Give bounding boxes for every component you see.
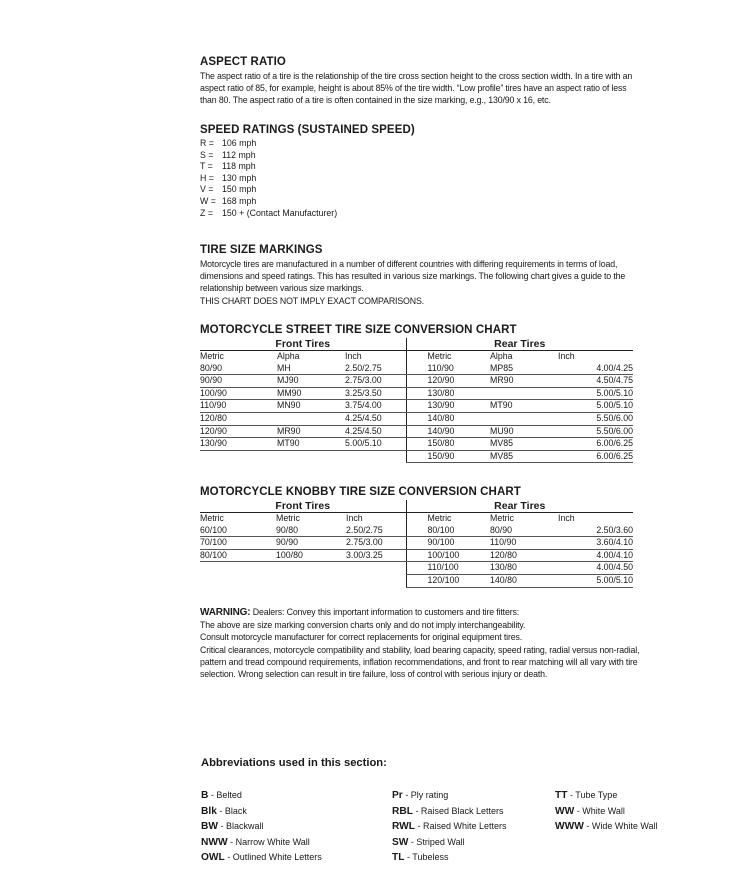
table-cell: 4.50/4.75 — [558, 375, 633, 388]
table-cell — [200, 450, 277, 463]
table-cell — [346, 562, 406, 575]
tire-size-markings-note: THIS CHART DOES NOT IMPLY EXACT COMPARISONS. — [200, 295, 424, 306]
abbreviation-desc: - Striped Wall — [408, 836, 465, 847]
speed-rating-row — [200, 150, 337, 162]
speed-key: S = — [200, 149, 214, 160]
column-header: Inch — [346, 513, 363, 523]
speed-ratings-list — [200, 138, 337, 219]
table-cell: 110/90 — [490, 537, 558, 550]
warning-label: WARNING: — [200, 607, 251, 618]
table-cell: 90/90 — [200, 375, 277, 388]
table-cell: 2.50/2.75 — [345, 363, 406, 375]
table-cell: 3.75/4.00 — [345, 400, 406, 413]
warning-line: The above are size marking conversion charts only and do not imply interchangeability. — [200, 620, 526, 631]
abbreviation-item — [201, 850, 322, 866]
table-cell: 90/100 — [406, 537, 490, 550]
tire-size-markings-text — [200, 258, 640, 307]
table-cell: 130/80 — [490, 562, 558, 575]
table-cell: 80/100 — [406, 525, 490, 537]
table-cell — [200, 574, 276, 587]
table-cell: 3.60/4.10 — [558, 537, 633, 550]
table-cell: 130/90 — [406, 400, 490, 413]
table-row — [200, 375, 633, 388]
abbreviation-item — [392, 850, 507, 866]
rear-tires-label: Rear Tires — [406, 500, 633, 513]
column-header: Inch — [558, 351, 575, 361]
abbreviation-desc: - Black — [216, 805, 247, 816]
speed-key: T = — [200, 161, 213, 172]
front-tires-label: Front Tires — [200, 338, 406, 351]
table-cell — [490, 412, 558, 425]
abbreviations-column-3 — [555, 788, 658, 835]
table-cell: 3.25/3.50 — [345, 387, 406, 400]
abbreviation-item — [392, 804, 507, 820]
table-cell: 5.50/6.00 — [558, 425, 633, 438]
abbreviation-item — [392, 819, 507, 835]
abbreviation-code: RWL — [392, 821, 416, 833]
table-cell — [346, 574, 406, 587]
street-group-header — [200, 338, 633, 351]
speed-value: 106 mph — [222, 138, 257, 148]
abbreviation-item — [201, 835, 322, 851]
table-cell: MP85 — [490, 363, 558, 375]
abbreviation-desc: - Raised Black Letters — [412, 805, 504, 816]
table-row — [200, 363, 633, 375]
table-cell: 5.00/5.10 — [345, 438, 406, 451]
abbreviations-heading: Abbreviations used in this section: — [201, 757, 387, 769]
table-cell: MR90 — [277, 425, 345, 438]
table-row — [200, 387, 633, 400]
table-cell — [277, 450, 345, 463]
knobby-conversion-table — [200, 500, 633, 588]
abbreviation-desc: - Outlined White Letters — [224, 852, 322, 863]
tire-size-markings-paragraph: Motorcycle tires are manufactured in a number of different countries with differing requirements in terms of load, dimensions and speed ratings. This has resulted in various size markings. The following chart gives a guide to the relationship between various size markings. — [200, 259, 626, 294]
knobby-chart-heading: MOTORCYCLE KNOBBY TIRE SIZE CONVERSION CHART — [200, 486, 521, 498]
abbreviation-desc: - Narrow White Wall — [227, 836, 310, 847]
speed-key: Z = — [200, 207, 213, 218]
table-cell — [490, 387, 558, 400]
table-cell: 120/80 — [200, 412, 277, 425]
table-cell: 60/100 — [200, 525, 276, 537]
table-cell: MN90 — [277, 400, 345, 413]
knobby-column-header — [200, 513, 633, 525]
column-header: Metric — [276, 513, 300, 523]
abbreviation-item — [555, 788, 658, 804]
column-header: Metric — [200, 513, 224, 523]
table-cell: 140/80 — [406, 412, 490, 425]
table-cell: 100/100 — [406, 549, 490, 562]
abbreviation-code: OWL — [201, 852, 225, 864]
abbreviation-code: NWW — [201, 836, 228, 848]
abbreviation-desc: - Ply rating — [402, 790, 449, 800]
table-cell: 5.00/5.10 — [558, 574, 633, 587]
table-cell: 90/80 — [276, 525, 346, 537]
column-header: Alpha — [277, 351, 300, 361]
abbreviation-desc: - White Wall — [574, 805, 625, 816]
table-row — [200, 450, 633, 463]
table-cell: MT90 — [490, 400, 558, 413]
column-header: Metric — [490, 513, 514, 523]
column-header: Metric — [200, 351, 224, 361]
table-row — [200, 425, 633, 438]
speed-rating-row — [200, 208, 337, 220]
table-cell: 120/90 — [406, 375, 490, 388]
table-cell: MJ90 — [277, 375, 345, 388]
speed-value: 150 + (Contact Manufacturer) — [222, 207, 338, 218]
speed-key: R = — [200, 138, 214, 148]
abbreviation-item — [392, 835, 507, 851]
table-cell: 70/100 — [200, 537, 276, 550]
table-cell: 4.00/4.25 — [558, 363, 633, 375]
speed-value: 112 mph — [222, 149, 256, 160]
abbreviation-code: Blk — [201, 805, 217, 817]
abbreviation-code: B — [201, 790, 209, 801]
tire-size-markings-heading: TIRE SIZE MARKINGS — [200, 244, 323, 256]
table-cell: 2.75/3.00 — [345, 375, 406, 388]
abbreviation-desc: - Belted — [208, 790, 242, 800]
aspect-ratio-paragraph: The aspect ratio of a tire is the relationship of the tire cross section height to the cross section width. In a tire with an aspect ratio of 85, for example, height is about 85% of the tire width. “Low profile” tires have an aspect ratio of less than 80. The aspect ratio of a tire is often contained in the size marking, e.g., 130/90 x 16, etc. — [200, 71, 633, 106]
table-cell: 150/80 — [406, 438, 490, 451]
table-cell: 80/90 — [200, 363, 277, 375]
speed-rating-row — [200, 173, 337, 185]
table-cell: 100/90 — [200, 387, 277, 400]
table-row — [200, 438, 633, 451]
speed-key: W = — [200, 195, 216, 206]
speed-rating-row — [200, 196, 337, 208]
abbreviation-desc: - Blackwall — [217, 821, 264, 832]
abbreviation-code: TT — [555, 790, 568, 801]
table-cell: 100/80 — [276, 549, 346, 562]
abbreviation-item — [201, 819, 322, 835]
table-cell: 2.75/3.00 — [346, 537, 406, 550]
speed-value: 168 mph — [222, 195, 257, 206]
street-column-header — [200, 351, 633, 363]
abbreviation-desc: - Tube Type — [567, 790, 618, 800]
table-cell: 130/90 — [200, 438, 277, 451]
table-cell: 2.50/3.60 — [558, 525, 633, 537]
column-header: Inch — [558, 513, 575, 523]
speed-rating-row — [200, 161, 337, 173]
warning-block — [200, 606, 640, 680]
table-cell: 120/100 — [406, 574, 490, 587]
table-cell: MV85 — [490, 450, 558, 463]
abbreviation-code: TL — [392, 852, 405, 864]
table-cell: 120/90 — [200, 425, 277, 438]
table-cell: 6.00/6.25 — [558, 450, 633, 463]
table-cell: MR90 — [490, 375, 558, 388]
speed-key: H = — [200, 172, 214, 183]
warning-text: Dealers: Convey this important information to customers and tire fitters: — [250, 607, 520, 617]
speed-value: 130 mph — [222, 172, 257, 183]
table-cell: MU90 — [490, 425, 558, 438]
table-cell: 6.00/6.25 — [558, 438, 633, 451]
table-row — [200, 525, 633, 537]
abbreviation-item — [392, 788, 507, 804]
table-cell: MT90 — [277, 438, 345, 451]
table-cell: 5.00/5.10 — [558, 387, 633, 400]
rear-tires-label: Rear Tires — [406, 338, 633, 351]
speed-rating-row — [200, 184, 337, 196]
abbreviation-desc: - Raised White Letters — [415, 821, 507, 832]
front-tires-label: Front Tires — [200, 500, 406, 513]
table-cell — [276, 562, 346, 575]
table-cell: MH — [277, 363, 345, 375]
table-row — [200, 412, 633, 425]
table-cell: 4.00/4.50 — [558, 562, 633, 575]
street-chart-heading: MOTORCYCLE STREET TIRE SIZE CONVERSION CHART — [200, 324, 517, 336]
column-header: Metric — [406, 513, 490, 525]
abbreviation-item — [201, 788, 322, 804]
speed-rating-row — [200, 138, 337, 150]
speed-key: V = — [200, 184, 214, 195]
warning-line: Consult motorcycle manufacturer for correct replacements for original equipment tires. — [200, 632, 523, 643]
table-cell: 140/90 — [406, 425, 490, 438]
abbreviation-item — [555, 819, 658, 835]
table-cell: 130/80 — [406, 387, 490, 400]
aspect-ratio-text — [200, 70, 640, 107]
table-row — [200, 562, 633, 575]
table-cell: 110/100 — [406, 562, 490, 575]
street-conversion-table — [200, 338, 633, 463]
table-cell: 5.50/6.00 — [558, 412, 633, 425]
table-cell: MM90 — [277, 387, 345, 400]
column-header: Inch — [345, 351, 362, 361]
warning-line — [200, 606, 640, 619]
table-cell: 4.25/4.50 — [345, 412, 406, 425]
abbreviation-code: RBL — [392, 805, 413, 817]
abbreviation-code: Pr — [392, 790, 403, 801]
table-cell — [276, 574, 346, 587]
speed-ratings-heading: SPEED RATINGS (SUSTAINED SPEED) — [200, 124, 415, 136]
table-cell: 4.25/4.50 — [345, 425, 406, 438]
abbreviations-column-1 — [201, 788, 322, 866]
table-cell: 80/90 — [490, 525, 558, 537]
abbreviation-desc: - Wide White Wall — [583, 821, 658, 832]
table-row — [200, 574, 633, 587]
table-row — [200, 537, 633, 550]
column-header: Alpha — [490, 351, 513, 361]
abbreviation-code: WW — [555, 805, 575, 817]
table-cell: 5.00/5.10 — [558, 400, 633, 413]
abbreviation-item — [555, 804, 658, 820]
table-cell: 110/90 — [200, 400, 277, 413]
abbreviations-column-2 — [392, 788, 507, 866]
speed-value: 150 mph — [222, 184, 257, 195]
table-cell: 120/80 — [490, 549, 558, 562]
table-cell: 150/90 — [406, 450, 490, 463]
table-cell: 110/90 — [406, 363, 490, 375]
table-cell — [200, 562, 276, 575]
column-header: Metric — [406, 351, 490, 363]
speed-value: 118 mph — [222, 161, 256, 172]
aspect-ratio-heading: ASPECT RATIO — [200, 56, 286, 68]
table-cell: MV85 — [490, 438, 558, 451]
table-cell — [345, 450, 406, 463]
table-cell: 2.50/2.75 — [346, 525, 406, 537]
warning-line: Critical clearances, motorcycle compatibility and stability, load bearing capacity, speed rating, radial versus non-radial, pattern and tread compound requirements, inflation recommendations, and front to rear matching will all vary with tire selection. Wrong selection can result in tire failure, loss of control with serious injury or death. — [200, 644, 640, 680]
table-row — [200, 400, 633, 413]
abbreviation-desc: - Tubeless — [404, 852, 449, 863]
abbreviation-code: SW — [392, 836, 409, 848]
table-cell: 4.00/4.10 — [558, 549, 633, 562]
table-cell: 90/90 — [276, 537, 346, 550]
abbreviation-item — [201, 804, 322, 820]
table-cell — [277, 412, 345, 425]
table-cell: 80/100 — [200, 549, 276, 562]
table-cell: 140/80 — [490, 574, 558, 587]
table-row — [200, 549, 633, 562]
abbreviation-code: BW — [201, 821, 218, 833]
abbreviation-code: WWW — [555, 821, 584, 833]
table-cell: 3.00/3.25 — [346, 549, 406, 562]
knobby-group-header — [200, 500, 633, 513]
